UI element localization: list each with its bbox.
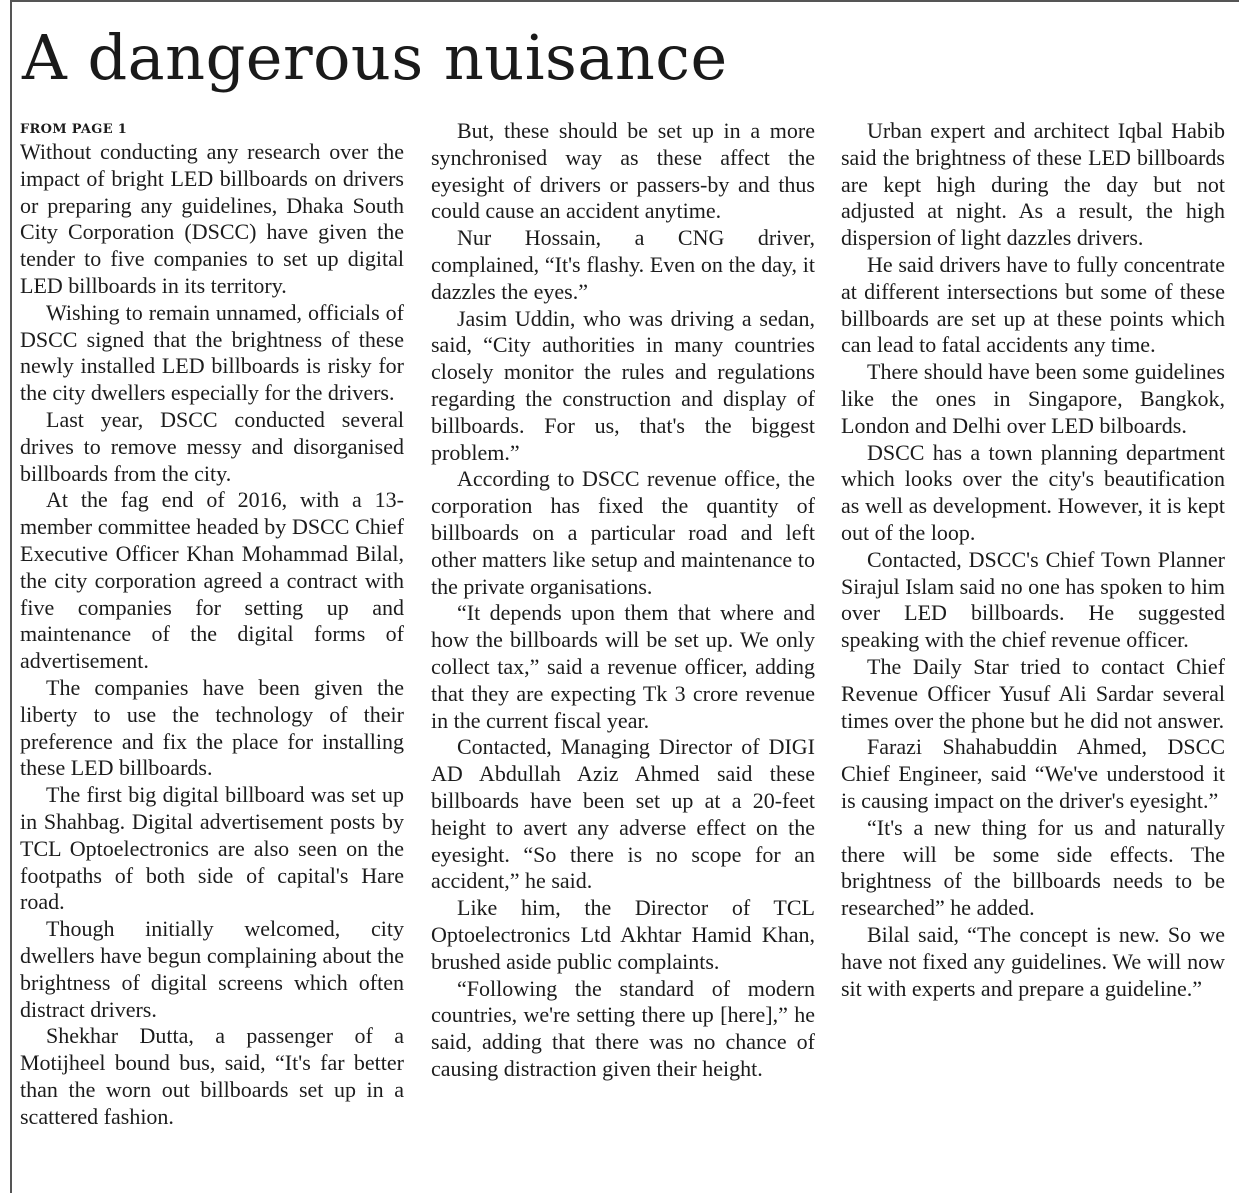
paragraph: Urban expert and architect Iqbal Habib said the brightness of these LED billboards are kept high during the day but not adjusted at night. As a result, the high dispersion of light dazzles drivers. <box>841 118 1225 251</box>
paragraph: Jasim Uddin, who was driving a sedan, said, “City authorities in many countries closely monitor the rules and regulations regarding the construction and display of billboards. For us, that's the biggest problem.” <box>431 305 815 465</box>
paragraph: “It depends upon them that where and how the billboards will be set up. We only collect tax,” said a revenue officer, adding that they are expecting Tk 3 crore revenue in the current fiscal year. <box>431 600 815 733</box>
paragraph: Nur Hossain, a CNG driver, complained, “It's flashy. Even on the day, it dazzles the eyes.” <box>431 225 815 304</box>
paragraph: Without conducting any research over the impact of bright LED billboards on drivers or preparing any guidelines, Dhaka South City Corporation (DSCC) have given the tender to five companies to set up digital LED billboards in its territory. <box>20 139 404 298</box>
paragraph: Contacted, DSCC's Chief Town Planner Sirajul Islam said no one has spoken to him over LED billboards. He suggested speaking with the chief revenue officer. <box>841 546 1225 653</box>
paragraph: He said drivers have to fully concentrate at different intersections but some of these billboards are set up at these points which can lead to fatal accidents any time. <box>841 251 1225 358</box>
article-column-1 <box>20 118 404 1193</box>
paragraph: Though initially welcomed, city dwellers have begun complaining about the brightness of digital screens which often distract drivers. <box>20 916 404 1022</box>
kicker: FROM PAGE 1 <box>20 122 128 137</box>
paragraph: The companies have been given the liberty to use the technology of their preference and fix the place for installing these LED billboards. <box>20 674 404 781</box>
paragraph: Contacted, Managing Director of DIGI AD Abdullah Aziz Ahmed said these billboards have been set up at a 20-feet height to avert any adverse effect on the eyesight. “So there is no scope for an accident,” he said. <box>431 734 815 894</box>
paragraph: Farazi Shahabuddin Ahmed, DSCC Chief Engineer, said “We've understood it is causing impact on the driver's eyesight.” <box>841 734 1225 813</box>
paragraph: Wishing to remain unnamed, officials of DSCC signed that the brightness of these newly installed LED billboards is risky for the city dwellers especially for the drivers. <box>20 299 404 406</box>
paragraph: At the fag end of 2016, with a 13-member committee headed by DSCC Chief Executive Officer Khan Mohammad Bilal, the city corporation agreed a contract with five companies for setting up and maintenance of the digital forms of advertisement. <box>20 487 404 674</box>
article-column-2 <box>431 118 815 1193</box>
paragraph: “Following the standard of modern countries, we're setting there up [here],” he said, adding that there was no chance of causing distraction given their height. <box>431 975 815 1081</box>
paragraph: But, these should be set up in a more synchronised way as these affect the eyesight of drivers or passers-by and thus could cause an accident anytime. <box>431 118 815 224</box>
paragraph: The first big digital billboard was set up in Shahbag. Digital advertisement posts by TCL Optoelectronics are also seen on the footpaths of both side of capital's Hare road. <box>20 782 404 915</box>
paragraph: Shekhar Dutta, a passenger of a Motijheel bound bus, said, “It's far better than the worn out billboards set up in a scattered fashion. <box>20 1023 404 1129</box>
paragraph: Last year, DSCC conducted several drives to remove messy and disorganised billboards from the city. <box>20 406 404 486</box>
paragraph: DSCC has a town planning department which looks over the city's beautification as well as development. However, it is kept out of the loop. <box>841 439 1225 545</box>
paragraph: There should have been some guidelines like the ones in Singapore, Bangkok, London and Delhi over LED bilboards. <box>841 359 1225 438</box>
article-column-3 <box>841 118 1225 1193</box>
paragraph: According to DSCC revenue office, the corporation has fixed the quantity of billboards on a particular road and left other matters like setup and maintenance to the private organisations. <box>431 466 815 599</box>
paragraph: “It's a new thing for us and naturally there will be some side effects. The brightness of the billboards needs to be researched” he added. <box>841 814 1225 921</box>
headline: A dangerous nuisance <box>22 21 728 94</box>
paragraph: Bilal said, “The concept is new. So we have not fixed any guidelines. We will now sit with experts and prepare a guideline.” <box>841 921 1225 1001</box>
paragraph: The Daily Star tried to contact Chief Revenue Officer Yusuf Ali Sardar several times over the phone but he did not answer. <box>841 653 1225 733</box>
paragraph: Like him, the Director of TCL Optoelectronics Ltd Akhtar Hamid Khan, brushed aside public complaints. <box>431 895 815 974</box>
